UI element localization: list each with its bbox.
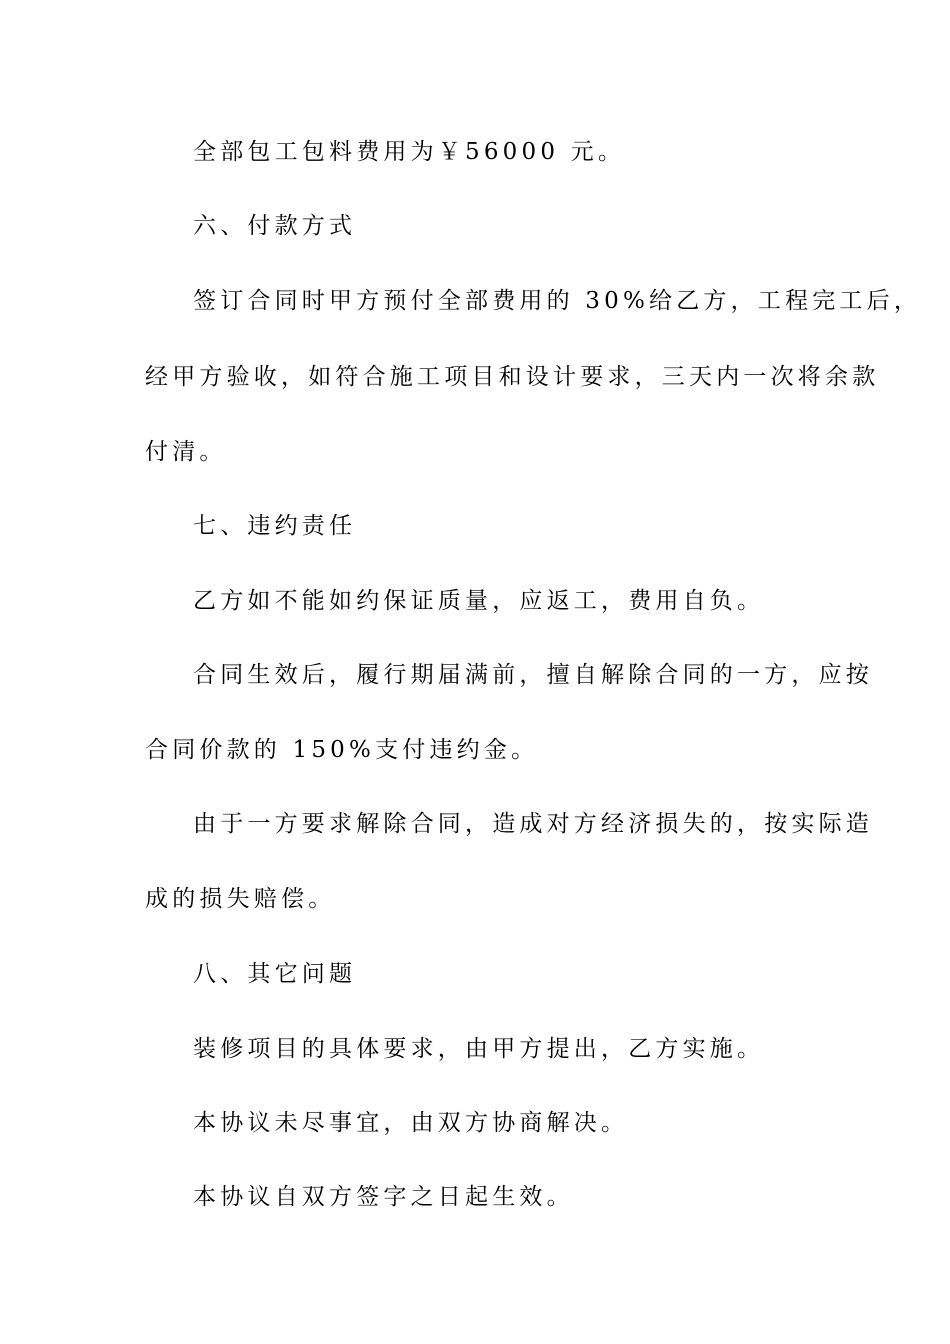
- section-heading-payment: 六、付款方式: [193, 213, 357, 239]
- paragraph-line: 乙方如不能如约保证质量，应返工，费用自负。: [193, 588, 765, 614]
- section-heading-other: 八、其它问题: [193, 961, 357, 987]
- paragraph-line: 签订合同时甲方预付全部费用的 30%给乙方，工程完工后，: [193, 288, 922, 314]
- paragraph-line: 经甲方验收，如符合施工项目和设计要求，三天内一次将余款: [145, 364, 880, 390]
- paragraph-line: 成的损失赔偿。: [145, 886, 336, 912]
- total-cost-line: 全部包工包料费用为￥56000 元。: [193, 139, 626, 165]
- paragraph-line: 合同价款的 150%支付违约金。: [145, 737, 539, 763]
- paragraph-line: 由于一方要求解除合同，造成对方经济损失的，按实际造: [193, 811, 873, 837]
- paragraph-line: 装修项目的具体要求，由甲方提出，乙方实施。: [193, 1036, 765, 1062]
- section-heading-breach: 七、违约责任: [193, 513, 357, 539]
- paragraph-line: 付清。: [145, 439, 227, 465]
- paragraph-line: 本协议未尽事宜，由双方协商解决。: [193, 1110, 629, 1136]
- paragraph-line: 合同生效后，履行期届满前，擅自解除合同的一方，应按: [193, 662, 873, 688]
- paragraph-line: 本协议自双方签字之日起生效。: [193, 1184, 574, 1210]
